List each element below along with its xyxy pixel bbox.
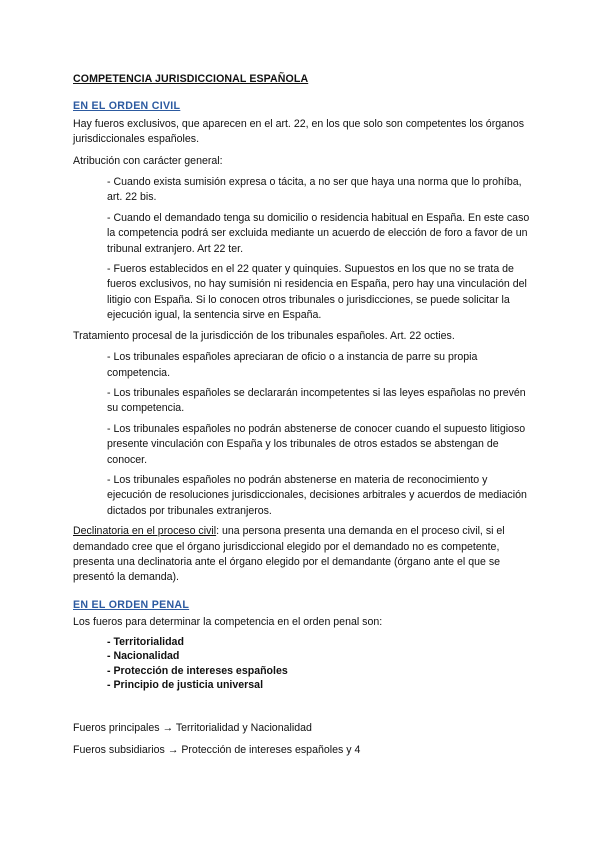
procedural-label: Tratamiento procesal de la jurisdicción de los tribunales españoles. Art. 22 octies. — [73, 329, 455, 342]
procedural-item: - Los tribunales españoles se declararán incompetentes si las leyes españolas no prevén su competencia. — [107, 386, 526, 415]
fueros-subsidiarios-line: Fueros subsidiarios → Protección de intereses españoles y 4 — [73, 744, 361, 757]
attribution-label: Atribución con carácter general: — [73, 154, 223, 167]
penal-fuero-item: - Protección de intereses españoles — [107, 664, 288, 677]
declinatoria-text: : una persona presenta una demanda en el proceso civil, si el demandado cree que el órgano jurisdiccional elegido por el demandado no es competente, presenta una declinatoria ante el órgano elegido por el demandante (órgano ante el que se presentó la demanda). — [73, 525, 505, 584]
penal-fuero-item: - Territorialidad — [107, 635, 184, 648]
civil-section-heading: EN EL ORDEN CIVIL — [73, 100, 181, 113]
procedural-item: - Los tribunales españoles no podrán abstenerse de conocer cuando el supuesto litigioso presente vinculación con España y los tribunales de otros estados se abstengan de conocer. — [107, 422, 526, 466]
declinatoria-label: Declinatoria en el proceso civil — [73, 525, 217, 538]
fueros-principales-line: Fueros principales → Territorialidad y Nacionalidad — [73, 721, 312, 734]
attribution-item: - Cuando el demandado tenga su domicilio o residencia habitual en España. En este caso la competencia podrá ser excluida mediante un acuerdo de elección de foro a favor de un tribunal extranjero. Art 22 ter. — [107, 211, 530, 255]
penal-fuero-item: - Principio de justicia universal — [107, 679, 264, 692]
penal-fueros-list — [107, 635, 530, 693]
procedural-item: - Los tribunales españoles no podrán abstenerse en materia de reconocimiento y ejecución de resoluciones jurisdiccionales, decisiones arbitrales y acuerdos de mediación dictados por tribunales extranjeros. — [107, 473, 527, 517]
penal-fuero-item: - Nacionalidad — [107, 650, 180, 663]
document-title: COMPETENCIA JURISDICCIONAL ESPAÑOLA — [73, 73, 309, 85]
penal-section-heading: EN EL ORDEN PENAL — [73, 598, 190, 611]
penal-intro-paragraph: Los fueros para determinar la competencia en el orden penal son: — [73, 616, 383, 629]
attribution-item: - Cuando exista sumisión expresa o tácita, a no ser que haya una norma que lo prohíba, art. 22 bis. — [107, 176, 522, 204]
section-spacer — [73, 693, 530, 721]
attribution-item: - Fueros establecidos en el 22 quater y quinquies. Supuestos en los que no se trata de fueros exclusivos, no hay sumisión ni residencia en España, pero hay una vinculación del litigio con España. Si lo conocen otros tribunales o jurisdicciones, se puede solicitar la ejecución igual, la sentencia sirve en España. — [107, 263, 527, 322]
attribution-list — [107, 175, 530, 324]
declinatoria-paragraph — [73, 524, 530, 586]
civil-intro-paragraph: Hay fueros exclusivos, que aparecen en el art. 22, en los que solo son competentes los órganos jurisdiccionales españoles. — [73, 117, 525, 146]
procedural-item: - Los tribunales españoles apreciaran de oficio o a instancia de parre su propia competencia. — [107, 351, 478, 379]
procedural-list — [107, 350, 530, 519]
